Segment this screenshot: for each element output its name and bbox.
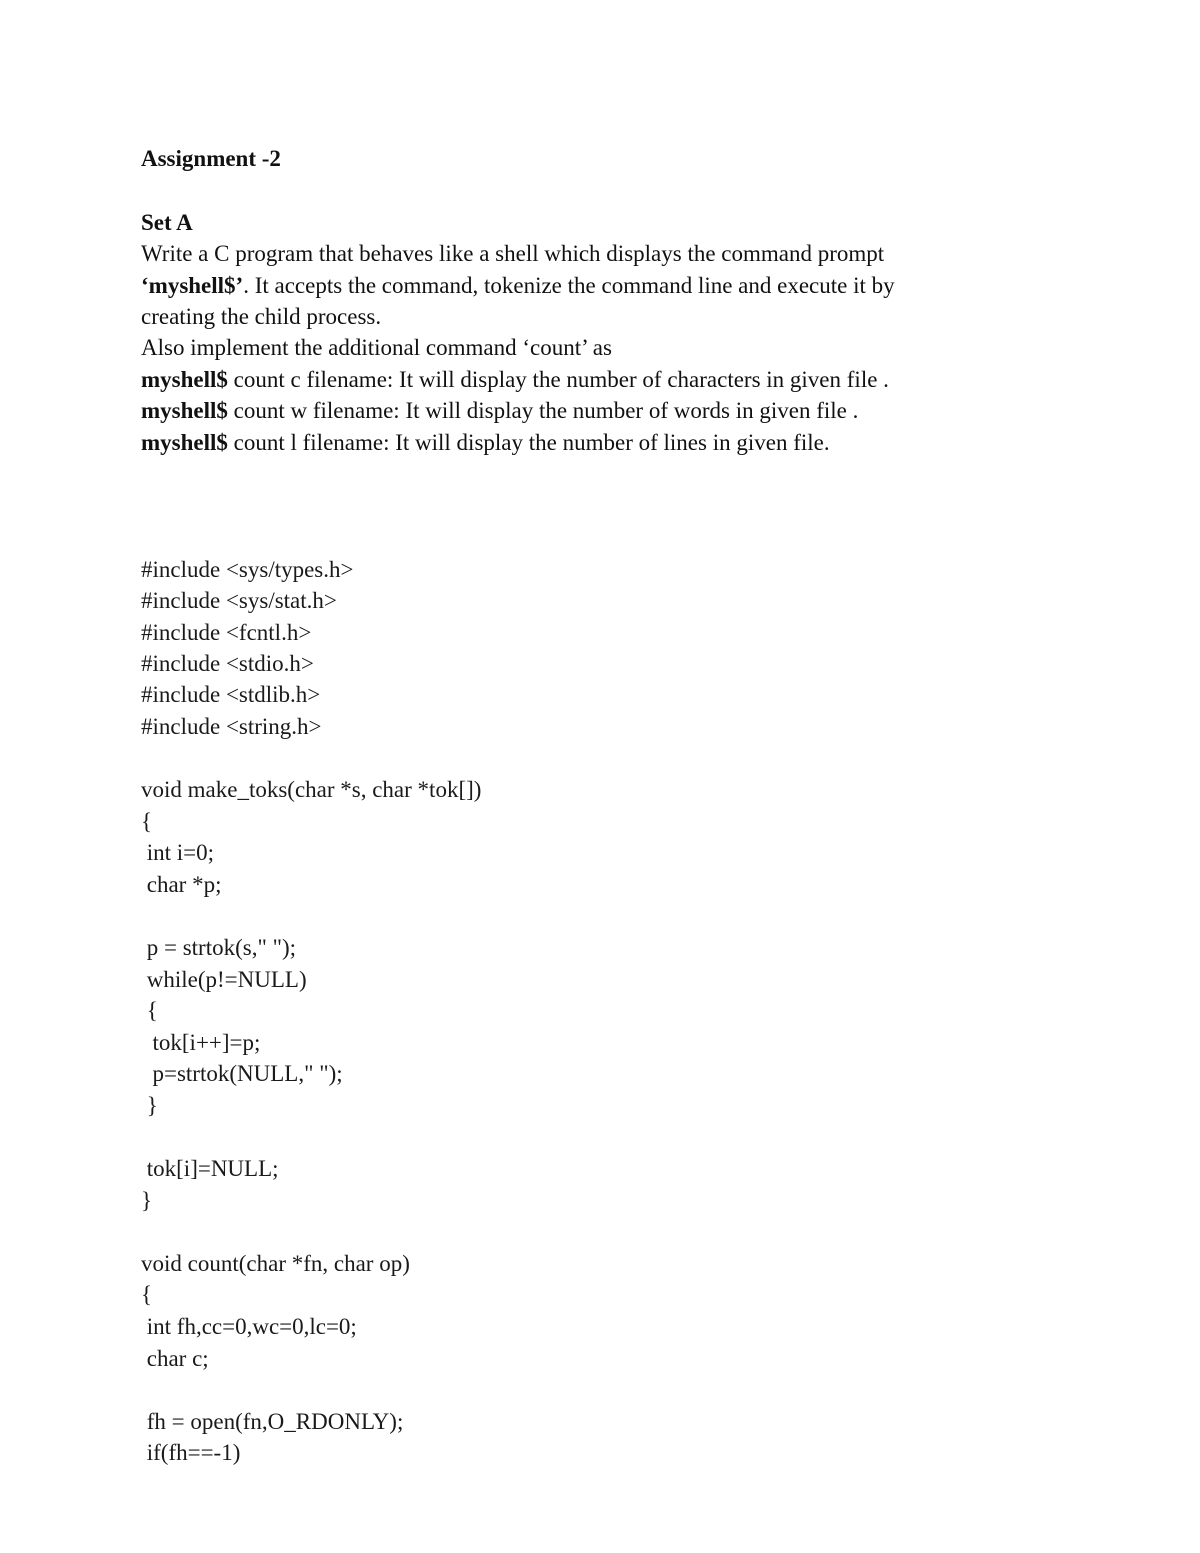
prompt-quoted: ‘myshell$’ [141,273,244,298]
command-prompt: myshell$ [141,398,228,423]
code-line: #include <stdio.h> [141,651,314,676]
command-count-w [141,397,858,425]
code-line: tok[i++]=p; [141,1030,261,1055]
code-line: p = strtok(s," "); [141,935,297,960]
command-count-c [141,366,889,394]
code-line: #include <fcntl.h> [141,620,312,645]
code-line: p=strtok(NULL," "); [141,1061,343,1086]
code-line: tok[i]=NULL; [141,1156,279,1181]
code-line: int i=0; [141,840,215,865]
code-line: { [141,1282,153,1307]
code-line: char *p; [141,872,222,897]
code-line: #include <sys/stat.h> [141,588,337,613]
description-line-4: Also implement the additional command ‘count’ as [141,335,612,360]
code-line: char c; [141,1346,209,1371]
code-line: { [141,809,153,834]
code-line: void make_toks(char *s, char *tok[]) [141,777,482,802]
code-line: } [141,1188,153,1213]
description-line-1: Write a C program that behaves like a shell which displays the command prompt [141,241,885,266]
command-prompt: myshell$ [141,430,228,455]
code-line: #include <sys/types.h> [141,557,354,582]
assignment-title: Assignment -2 [141,146,281,171]
code-line: { [141,998,158,1023]
code-line: fh = open(fn,O_RDONLY); [141,1409,404,1434]
set-heading: Set A [141,210,193,235]
command-text: count l filename: It will display the number of lines in given file. [227,430,830,455]
command-count-l [141,429,830,457]
command-prompt: myshell$ [141,367,228,392]
code-line: int fh,cc=0,wc=0,lc=0; [141,1314,357,1339]
code-line: #include <stdlib.h> [141,682,321,707]
command-text: count w filename: It will display the number of words in given file . [227,398,859,423]
description-line-3: creating the child process. [141,304,382,329]
code-line: #include <string.h> [141,714,322,739]
description-line-2-rest: . It accepts the command, tokenize the command line and execute it by [243,273,895,298]
description-line-2 [141,272,895,300]
code-line: if(fh==-1) [141,1440,241,1465]
code-line: void count(char *fn, char op) [141,1251,410,1276]
code-line: } [141,1093,158,1118]
command-text: count c filename: It will display the number of characters in given file . [227,367,889,392]
code-line: while(p!=NULL) [141,967,307,992]
